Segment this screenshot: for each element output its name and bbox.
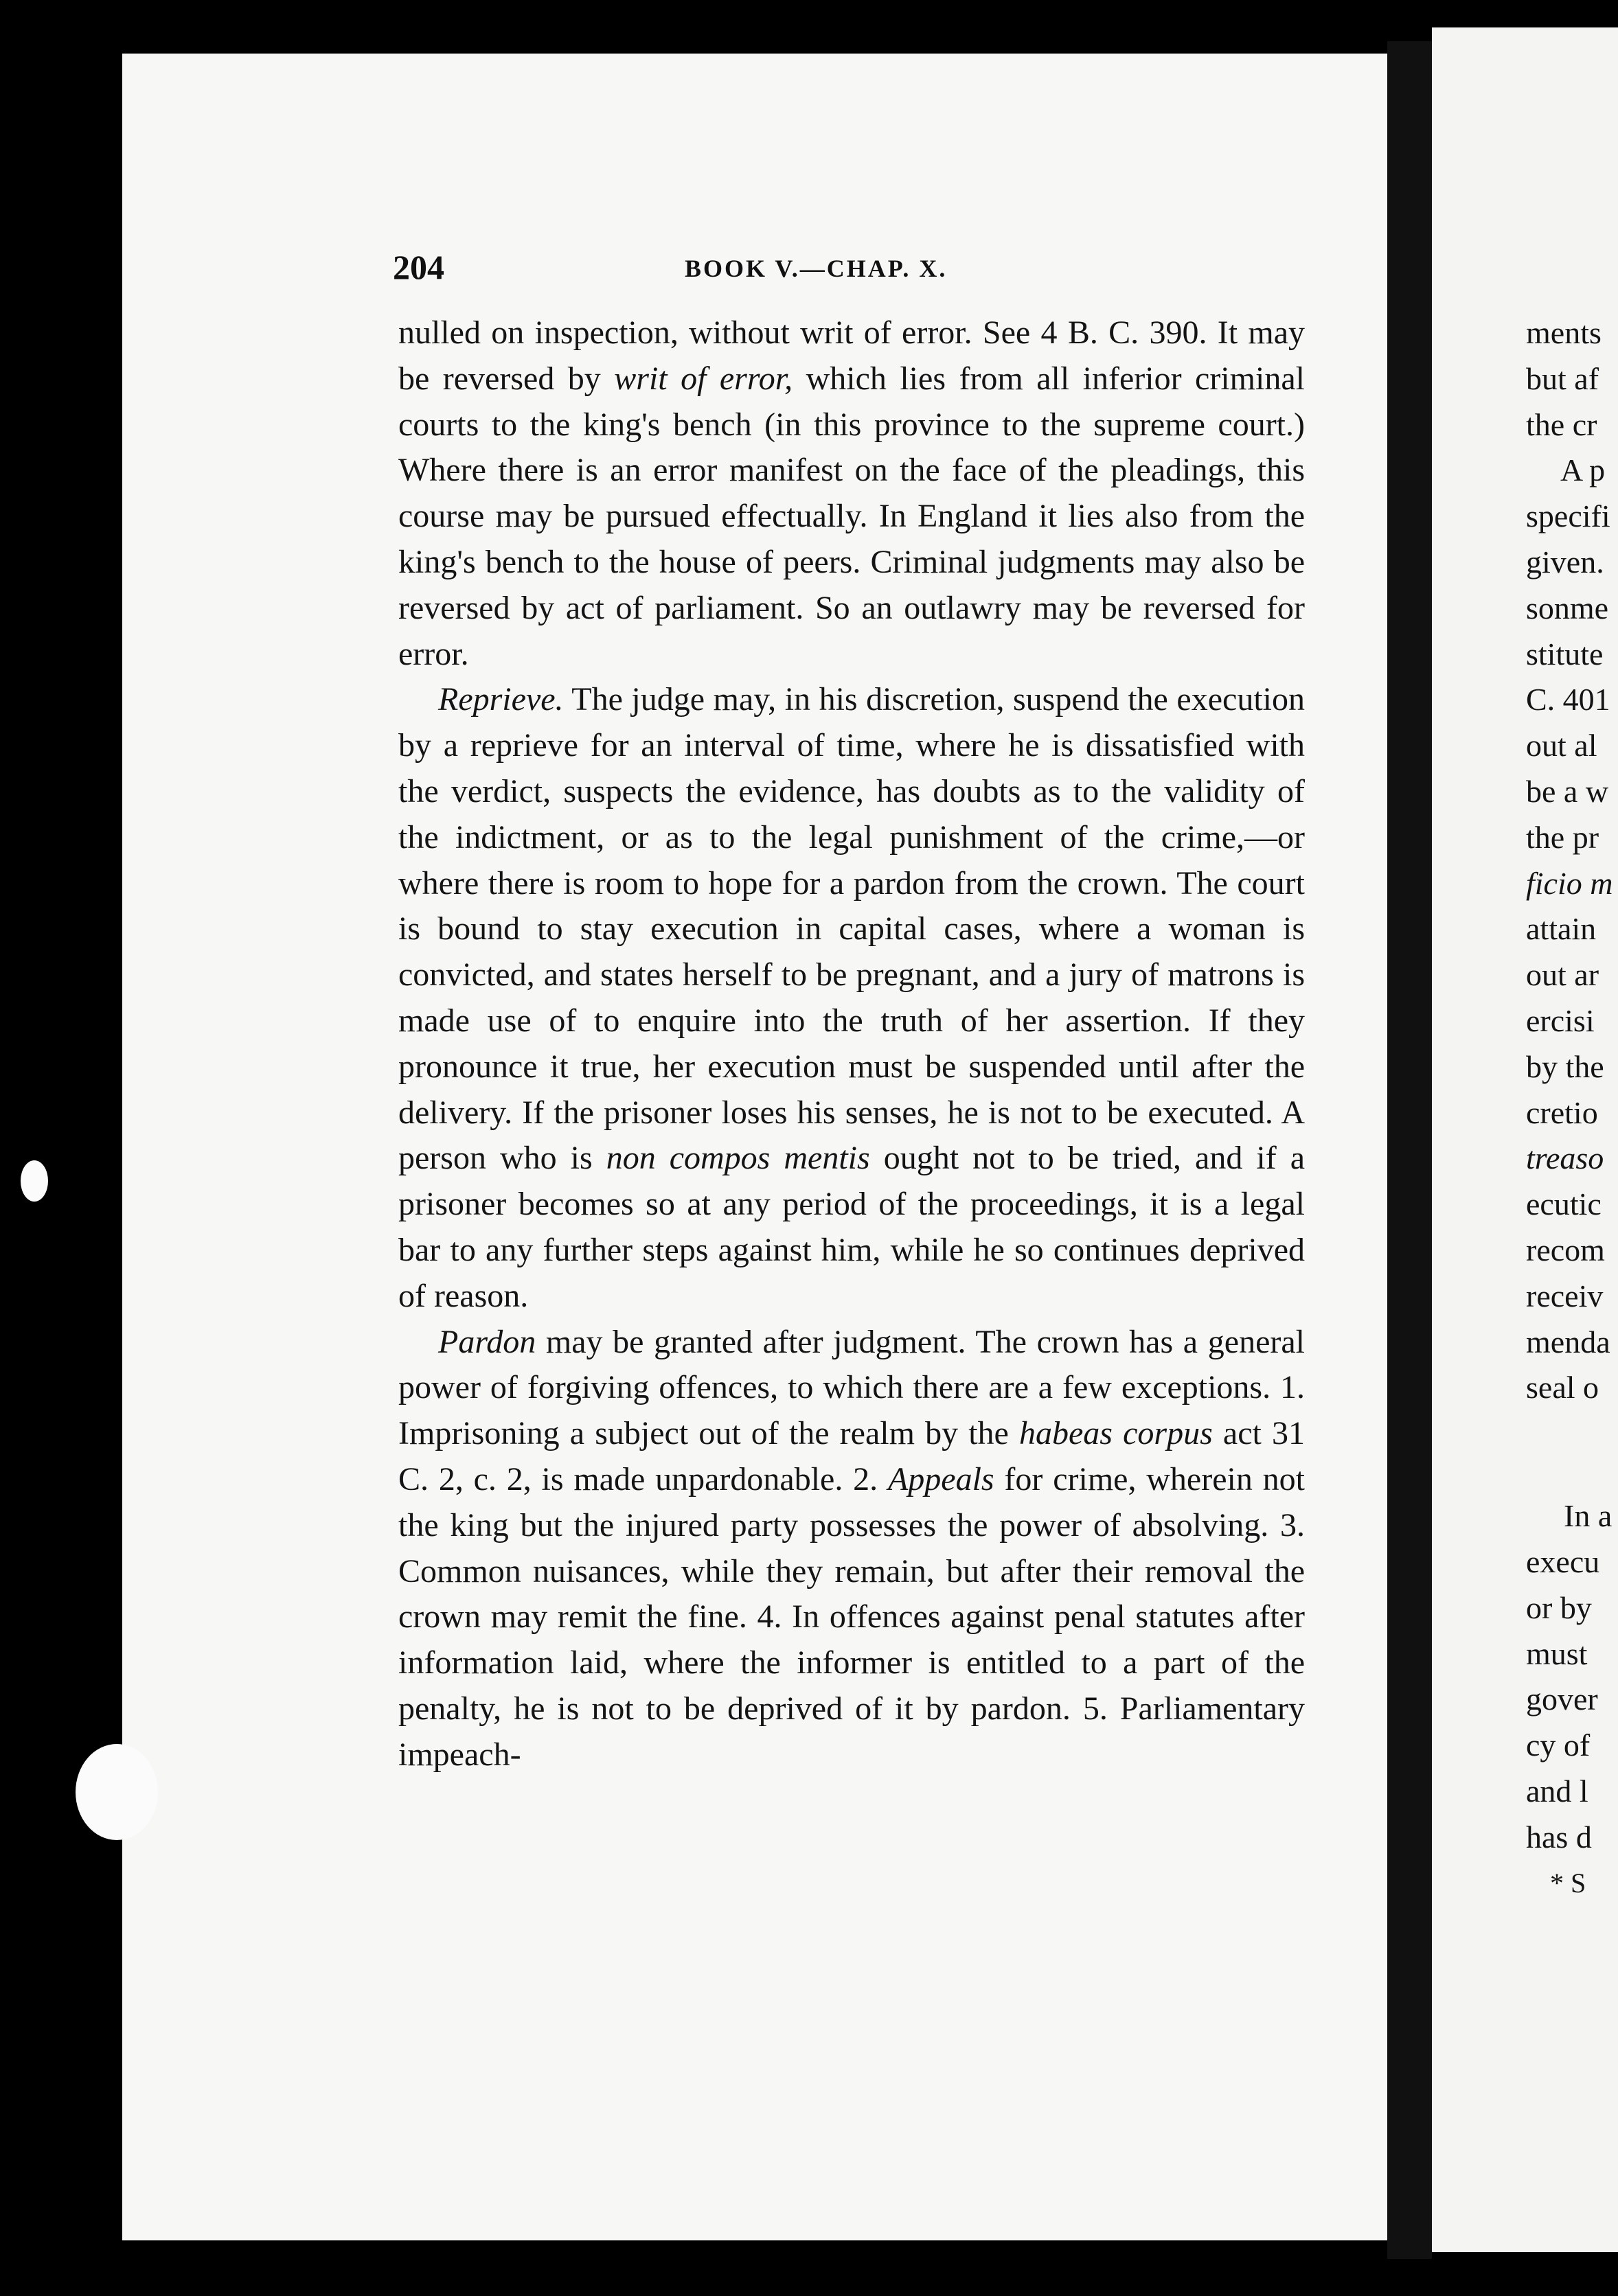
paragraph-reprieve: Reprieve. The judge may, in his discretion, suspend the execution by a reprieve for an interval of time, where he is dissatisfied with the verdict, suspects the evidence, has doubts as to the validity of the indictment, or as to the legal punishment of the crime,—or where there is room to hope for a pardon from the crown. The court is bound to stay execution in capital cases, where a woman is convicted, and states herself to be pregnant, and a jury of matrons is made use of to enquire into the truth of her assertion. If they pronounce it true, her execution must be suspended until after the delivery. If the prisoner loses his senses, he is not to be executed. A person who is non compos mentis ought not to be tried, and if a prisoner becomes so at any period of the proceedings, it is a legal bar to any further steps against him, while he so continues deprived of reason. <box>398 681 1306 1314</box>
facing-line: and l <box>1526 1773 1588 1809</box>
paper-blemish <box>76 1744 158 1840</box>
facing-line: C. 401 <box>1526 682 1610 718</box>
facing-line: recom <box>1526 1232 1605 1267</box>
paragraph-pardon: Pardon may be granted after judgment. The crown has a general power of forgiving offences, to which there are a few exceptions. 1. Imprisoning a subject out of the realm by the habeas corpus act 31 C. 2, c. 2, is made unpardonable. 2. Appeals for crime, wherein not the king but the injured party possesses the power of absolving. 3. Common nuisances, while they remain, but after their removal the crown may remit the fine. 4. In offences against penal statutes after information laid, where the informer is entitled to a part of the penalty, he is not to be deprived of it by pardon. 5. Parliamentary impeach- <box>398 1323 1305 1773</box>
facing-line: receiv <box>1526 1278 1604 1313</box>
facing-line: gover <box>1526 1681 1598 1717</box>
page-body <box>398 310 1305 1778</box>
page-number: 204 <box>393 248 444 286</box>
facing-line: but af <box>1526 360 1599 396</box>
facing-line: cretio <box>1526 1094 1598 1130</box>
facing-line: A p <box>1560 452 1606 488</box>
facing-line: by the <box>1526 1048 1604 1084</box>
facing-line: ficio m <box>1526 865 1613 901</box>
facing-line: treaso <box>1526 1140 1604 1176</box>
facing-line: given. <box>1526 544 1604 579</box>
facing-line: stitute <box>1526 636 1604 671</box>
facing-line: ments <box>1526 315 1602 350</box>
facing-line: has d <box>1526 1819 1592 1855</box>
facing-line: attain <box>1526 911 1597 947</box>
facing-line: must <box>1526 1635 1588 1671</box>
running-head: BOOK V.—CHAP. X. <box>685 255 948 282</box>
facing-line: cy of <box>1526 1727 1591 1763</box>
paper-blemish <box>21 1160 48 1202</box>
facing-line: be a w <box>1526 773 1609 809</box>
facing-line: or by <box>1526 1589 1592 1625</box>
paragraph-error: nulled on inspection, without writ of error. See 4 B. C. 390. It may be reversed by writ of error, which lies from all inferior criminal courts to the king's bench (in this province to the supreme court.) Where there is an error manifest on the face of the pleadings, this course may be pursued effectually. In England it lies also from the king's bench to the house of peers. Criminal judgments may also be reversed by act of parliament. So an outlawry may be reversed for error. <box>398 314 1305 672</box>
facing-page-fragment <box>1526 310 1618 1906</box>
facing-line: In a <box>1564 1498 1613 1534</box>
facing-line: execu <box>1526 1543 1600 1579</box>
facing-line: specifi <box>1526 498 1610 534</box>
facing-line: ercisi <box>1526 1002 1595 1038</box>
page-header <box>393 247 1313 295</box>
facing-gap <box>1526 1411 1618 1493</box>
facing-line: seal o <box>1526 1370 1599 1405</box>
facing-line: the cr <box>1526 406 1597 442</box>
facing-line: out al <box>1526 728 1597 764</box>
facing-footnote: * S <box>1550 1867 1586 1898</box>
facing-line: out ar <box>1526 957 1599 993</box>
facing-line: menda <box>1526 1324 1610 1359</box>
facing-line: sonme <box>1526 590 1609 625</box>
book-gutter <box>1387 41 1432 2259</box>
facing-line: ecutic <box>1526 1186 1602 1222</box>
facing-line: the pr <box>1526 819 1599 855</box>
